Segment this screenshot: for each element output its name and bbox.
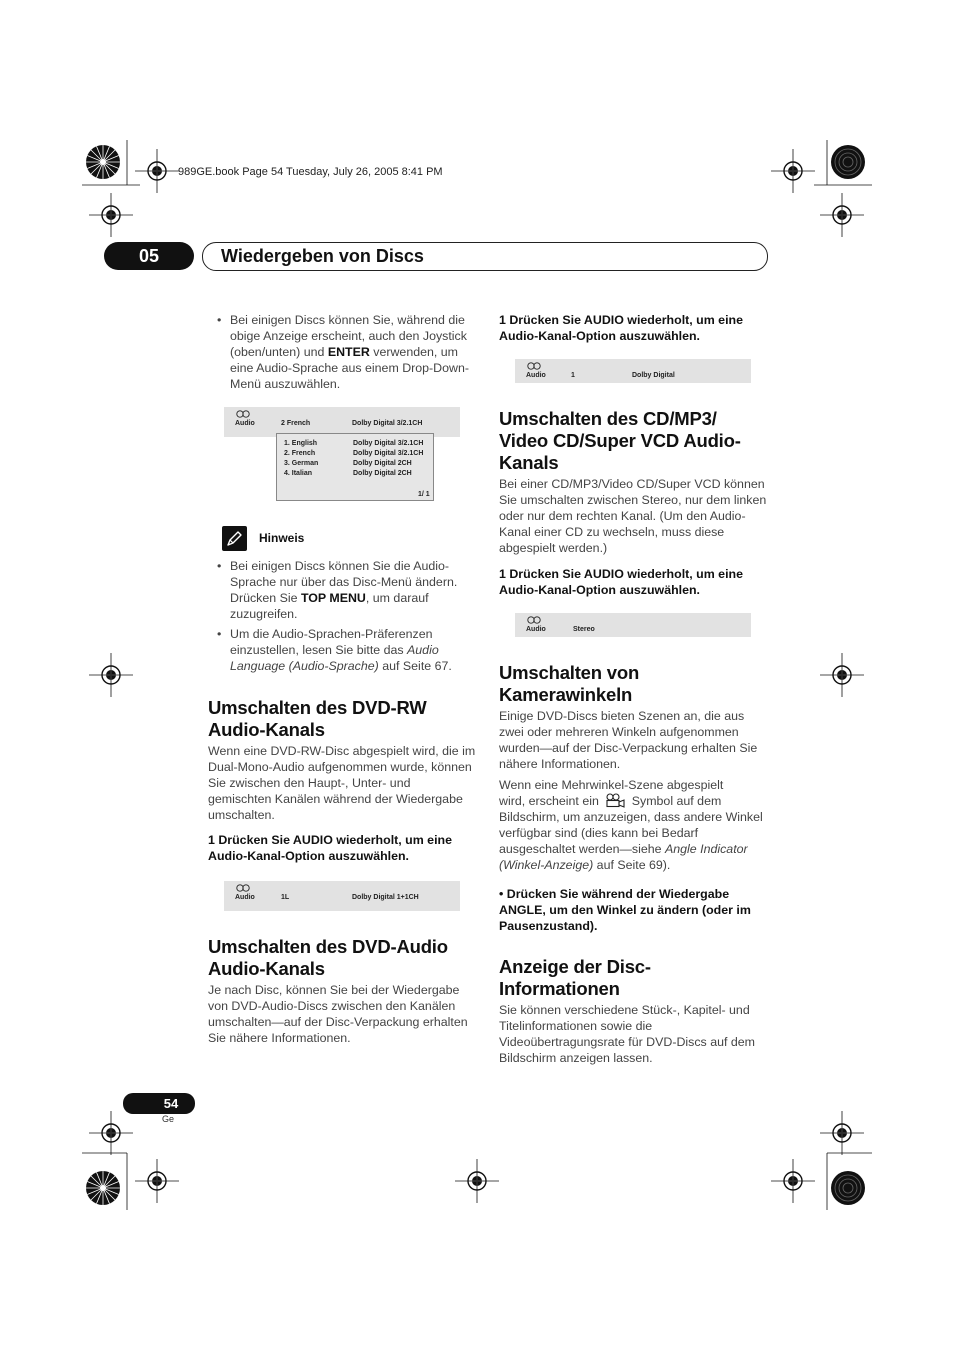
list-item: • Bei einigen Discs können Sie, während die obige Anzeige erscheint, auch den Joystick (oben/unten) und ENTER verwenden, um eine Audio-Sprache aus einem Drop-Down-Menü auszuwählen. xyxy=(208,312,473,392)
chapter-title xyxy=(202,242,768,271)
list-item: • Bei einigen Discs können Sie die Audio-Sprache nur über das Disc-Menü ändern. Drücken Sie TOP MENU, um darauf zuzugreifen. xyxy=(208,558,473,622)
dropdown-option-format: Dolby Digital 2CH xyxy=(353,470,412,477)
section-text-dvd-rw: Wenn eine DVD-RW-Disc abgespielt wird, die im Dual-Mono-Audio aufgenommen wurde, können Sie zwischen den Haupt-, Unter- und gemischten Kanälen während der Wiedergabe umschalten. xyxy=(208,744,476,822)
step-instruction: 1 Drücken Sie AUDIO wiederholt, um eine Audio-Kanal-Option auszuwählen. xyxy=(499,313,743,343)
audio-osd-current-language: 2 French xyxy=(281,420,311,427)
audio-osd-format: Dolby Digital xyxy=(632,372,675,379)
audio-osd-track: 1 xyxy=(571,372,575,379)
section-heading-dvd-rw: Umschalten des DVD-RW Audio-Kanals xyxy=(208,697,427,740)
section-heading-disc-info: Anzeige der Disc-Informationen xyxy=(499,956,651,999)
section-text-disc-info: Sie können verschiedene Stück-, Kapitel- und Titelinformationen sowie die Videoübertragungsrate für DVD-Discs auf dem Bildschirm anzeigen lassen. xyxy=(499,1003,755,1065)
audio-icon xyxy=(235,410,251,418)
audio-icon xyxy=(526,362,542,370)
chapter-number-badge: 05 xyxy=(104,242,194,270)
dropdown-option-format: Dolby Digital 3/2.1CH xyxy=(353,450,424,457)
dropdown-page-indicator: 1/ 1 xyxy=(418,491,430,498)
language-code: Ge xyxy=(162,1114,175,1124)
language-dropdown[interactable] xyxy=(276,433,434,501)
audio-osd-label: Audio xyxy=(235,894,255,901)
audio-osd-label: Audio xyxy=(235,420,255,427)
section-text-dvd-audio: Je nach Disc, können Sie bei der Wiedergabe von DVD-Audio-Discs zwischen den Kanälen umschalten—auf der Disc-Verpackung erhalten Sie nähere Informationen. xyxy=(208,983,468,1045)
chapter-title-text: Wiedergeben von Discs xyxy=(221,246,424,266)
book-info-line: 989GE.book Page 54 Tuesday, July 26, 2005 8:41 PM xyxy=(178,166,443,178)
audio-osd-format: Dolby Digital 3/2.1CH xyxy=(352,420,423,427)
section-heading-dvd-audio: Umschalten des DVD-Audio Audio-Kanals xyxy=(208,936,448,979)
intro-bullet-list xyxy=(208,312,473,392)
audio-osd-dvd-rw xyxy=(224,881,460,911)
dropdown-option-format: Dolby Digital 2CH xyxy=(353,460,412,467)
section-heading-cd-audio: Umschalten des CD/MP3/ Video CD/Super VCD Audio-Kanals xyxy=(499,408,741,473)
audio-osd-label: Audio xyxy=(526,626,546,633)
audio-osd-format: Dolby Digital 1+1CH xyxy=(352,894,419,901)
audio-osd-dvd xyxy=(515,359,751,383)
note-title: Hinweis xyxy=(259,531,305,545)
step-instruction: 1 Drücken Sie AUDIO wiederholt, um eine Audio-Kanal-Option auszuwählen. xyxy=(499,567,743,597)
dropdown-option[interactable]: 4. Italian xyxy=(284,470,313,477)
audio-osd-cd xyxy=(515,613,751,637)
note-bullet-list xyxy=(208,558,473,674)
list-item: • Um die Audio-Sprachen-Präferenzen einzustellen, lesen Sie bitte das Audio Language (Audio-Sprache) auf Seite 67. xyxy=(208,626,473,674)
audio-icon xyxy=(235,884,251,892)
audio-osd-channel: 1L xyxy=(281,894,290,901)
audio-icon xyxy=(526,616,542,624)
dropdown-option[interactable]: 1. English xyxy=(284,440,318,447)
audio-osd-label: Audio xyxy=(526,372,546,379)
step-instruction: • Drücken Sie während der Wiedergabe ANGLE, um den Winkel zu ändern (oder im Pausenzustand). xyxy=(499,887,751,933)
section-text-cd-audio: Bei einer CD/MP3/Video CD/Super VCD können Sie umschalten zwischen Stereo, nur dem linken oder nur dem rechten Kanal. (Um den Audio-Kanal einer CD zu wechseln, muss diese abgespielt werden.) xyxy=(499,477,767,555)
section-text-camera-angle: Einige DVD-Discs bieten Szenen an, die aus zwei oder mehreren Winkeln aufgenommen wurden—auf der Disc-Verpackung erhalten Sie nähere Informationen. xyxy=(499,709,758,771)
dropdown-option[interactable]: 2. French xyxy=(284,450,316,457)
camera-angle-icon xyxy=(604,793,626,808)
section-heading-camera-angle: Umschalten von Kamerawinkeln xyxy=(499,662,640,705)
step-instruction: 1 Drücken Sie AUDIO wiederholt, um eine Audio-Kanal-Option auszuwählen. xyxy=(208,833,452,863)
audio-osd-mode: Stereo xyxy=(573,626,595,633)
page-number: 54 xyxy=(123,1093,195,1114)
section-text-angle-indicator: Wenn eine Mehrwinkel-Szene abgespielt wird, erscheint ein Symbol auf dem Bildschirm, um anzuzeigen, dass andere Winkel verfügbar sind (dies kann bei Bedarf ausgeschaltet werden—siehe Angle Indicator (Winkel-Anzeige) auf Seite 69). xyxy=(499,778,763,872)
dropdown-option-format: Dolby Digital 3/2.1CH xyxy=(353,440,424,447)
note-pencil-icon xyxy=(222,526,247,551)
dropdown-option[interactable]: 3. German xyxy=(284,460,319,467)
